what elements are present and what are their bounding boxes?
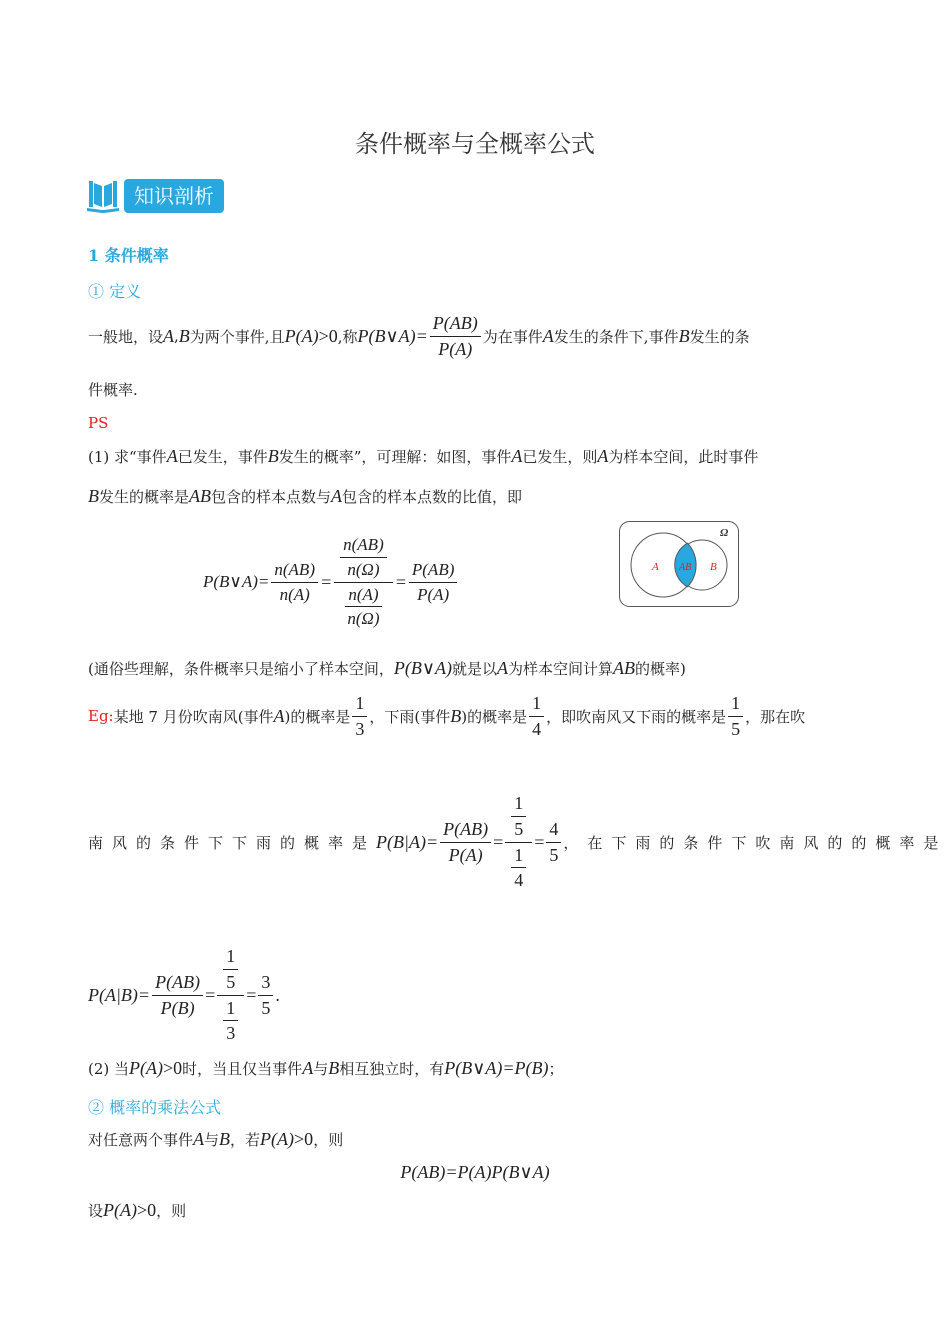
popular-explanation: (通俗些理解，条件概率只是缩小了样本空间， P(B∨A) 就是以 A 为样本空间计算 AB 的概率) — [88, 657, 686, 678]
heading-conditional-probability: 1 条件概率 — [88, 246, 169, 265]
example-line3: P(A|B)= $\frac{P(AB)}{P(B)}$ = $\frac{\frac{1}{5}}{\frac{1}{3}}$ = $\frac{3}{5}$ . — [88, 946, 280, 1044]
ps1-line2: B 发生的概率是 AB 包含的样本点数与 A 包含的样本点数的比值，即 — [88, 485, 523, 506]
subheading-multiplication-rule: ② 概率的乘法公式 — [88, 1098, 222, 1117]
venn-b-label: B — [710, 561, 717, 573]
venn-a-label: A — [652, 561, 659, 573]
venn-omega-label: Ω — [720, 527, 729, 539]
ps1-line1: (1) 求“事件 A 已发生，事件 B 发生的概率”，可理解：如图，事件 A 已发生，则 A 为样本空间，此时事件 — [88, 445, 759, 466]
venn-ab-label: AB — [679, 562, 692, 573]
section-banner-label: 知识剖析 — [124, 179, 224, 213]
definition-continuation: 件概率. — [88, 381, 138, 399]
definition-fraction: $\frac{P(AB)}{P(A)}$ — [430, 313, 481, 359]
subheading-definition: ① 定义 — [88, 282, 142, 301]
venn-diagram — [619, 521, 739, 607]
last-line: 设 P(A) >0 ，则 — [88, 1199, 187, 1220]
page-title: 条件概率与全概率公式 — [355, 130, 595, 158]
section-banner — [86, 178, 224, 214]
example-label: Eg: — [88, 707, 114, 725]
book-icon — [86, 179, 120, 213]
example-line1: Eg: 某地 7 月份吹南风(事件 A )的概率是 $\frac{1}{3}$ ，下雨(事件 B )的概率是 $\frac{1}{4}$ ，即吹南风又下雨的概率是 $\frac{1}{5}$ ，那在吹 — [88, 692, 806, 739]
example-line2: 南风的条件下下雨的概率是 P(B|A)= $\frac{P(AB)}{P(A)}$ = $\frac{\frac{1}{5}}{\frac{1}{4}}$ = $\frac{4}{5}$ ，在下雨的条件下吹南风的的概率是 — [88, 793, 948, 891]
ps-label: PS — [88, 414, 109, 432]
multiplication-formula: P(AB)=P(A)P(B∨A) — [400, 1162, 550, 1182]
compound-fraction: $\frac{\frac{n(AB)}{n(\Omega)}}{\frac{n(A)}{n(\Omega)}}$ — [334, 535, 393, 628]
definition-line: 一般地，设 A , B 为两个事件,且 P(A) >0 ,称 P(B∨A)= $\frac{P(AB)}{P(A)}$ 为在事件 A 发生的条件下,事件 B 发生的条 — [88, 312, 750, 359]
ps2-line: (2) 当 P(A) >0 时，当且仅当事件 A 与 B 相互独立时，有 P(B∨A)=P(B) ； — [88, 1057, 564, 1078]
multiplication-intro: 对任意两个事件 A 与 B ，若 P(A) >0 ，则 — [88, 1128, 344, 1149]
conditional-formula: P(B∨A)= $\frac{n(AB)}{n(A)}$ = $\frac{\frac{n(AB)}{n(\Omega)}}{\frac{n(A)}{n(\Omega)}}$ = $\frac{P(AB)}{P(A)}$ — [203, 528, 459, 636]
